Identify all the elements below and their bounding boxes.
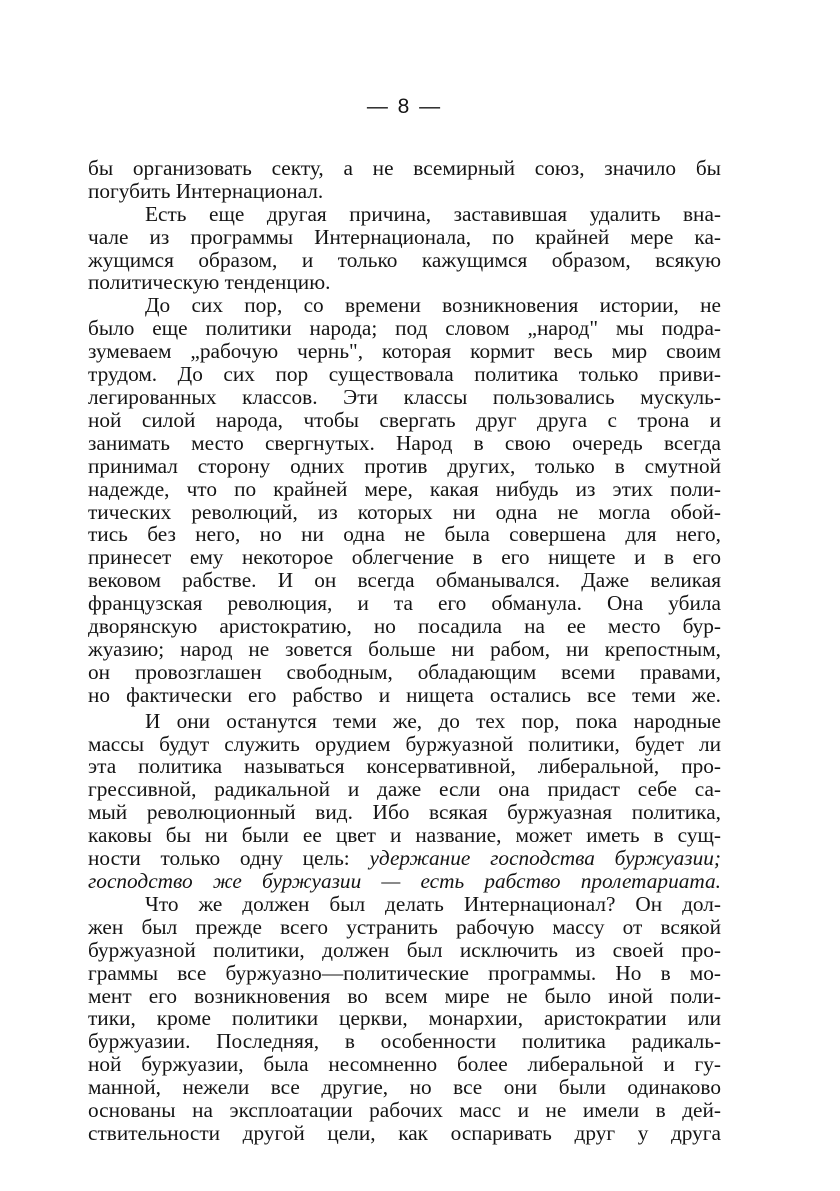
italic-text-line: господство же буржуазии — есть рабство пролетариата. xyxy=(88,869,721,893)
text-line: надежде, что по крайней мере, какая нибудь из этих поли- xyxy=(88,476,721,501)
text-line: грессивной, радикальной и даже если она придаст себе са- xyxy=(88,777,721,802)
text-line: жущимся образом, и только кажущимся образом, всякую xyxy=(88,247,721,272)
text-line: манной, нежели все другие, но все они были одинаково xyxy=(88,1075,721,1100)
text-line: зумеваем „рабочую чернь", которая кормит весь мир своим xyxy=(88,339,721,364)
text-line: принесет ему некоторое облегчение в его нищете и в его xyxy=(88,545,721,570)
text-line: жен был прежде всего устранить рабочую массу от всякой xyxy=(88,914,721,939)
text-line: тись без него, но ни одна не была совершена для него, xyxy=(88,522,721,547)
text-line: бы организовать секту, а не всемирный союз, значило бы xyxy=(88,155,721,180)
paragraph-4 xyxy=(88,710,721,893)
text-line: ной буржуазии, была несомненно более либеральной и гу- xyxy=(88,1052,721,1077)
text-line: занимать место свергнутых. Народ в свою очередь всегда xyxy=(88,430,721,455)
text-line: эта политика называться консервативной, либеральной, про- xyxy=(88,754,721,779)
text-line: Что же должен был делать Интернационал? Он дол- xyxy=(145,891,721,916)
text-line: буржуазии. Последняя, в особенности политика радикаль- xyxy=(88,1029,721,1054)
text-line: французская революция, и та его обманула. Она убила xyxy=(88,591,721,616)
text-line: До сих пор, со времени возникновения истории, не xyxy=(145,293,721,318)
text-line: каковы бы ни были ее цвет и название, может иметь в сущ- xyxy=(88,823,721,848)
paragraph-3 xyxy=(88,294,721,706)
text-line: Есть еще другая причина, заставившая удалить вна- xyxy=(145,201,721,226)
text-line: мент его возникновения во всем мире не было иной поли- xyxy=(88,983,721,1008)
text-line: погубить Интернационал. xyxy=(88,178,324,203)
page-number: — 8 — xyxy=(366,95,443,118)
text-line: массы будут служить орудием буржуазной политики, будет ли xyxy=(88,731,721,756)
text-line: тических революций, из которых ни одна не могла обой- xyxy=(88,499,721,524)
text-line: политическую тенденцию. xyxy=(88,270,331,295)
text-line: было еще политики народа; под словом „народ" мы подра- xyxy=(88,316,721,341)
text-line: ной силой народа, чтобы свергать друг друга с трона и xyxy=(88,407,721,432)
text-line: буржуазной политики, должен был исключить из своей про- xyxy=(88,937,721,962)
text-line: И они останутся теми же, до тех пор, пока народные xyxy=(145,708,721,733)
text-line: мый революционный вид. Ибо всякая буржуазная политика, xyxy=(88,800,721,825)
text-line: граммы все буржуазно—политические программы. Но в мо- xyxy=(88,960,721,985)
text-line: принимал сторону одних против других, только в смутной xyxy=(88,453,721,478)
text-line: вековом рабстве. И он всегда обманывался. Даже великая xyxy=(88,568,721,593)
paragraph-1 xyxy=(88,157,721,203)
mixed-text-line xyxy=(88,847,721,870)
book-page xyxy=(88,96,721,1145)
paragraph-2 xyxy=(88,203,721,295)
text-line: но фактически его рабство и нищета остались все теми же. xyxy=(88,682,721,707)
text-line: он провозглашен свободным, обладающим всеми правами, xyxy=(88,659,721,684)
text-line: легированных классов. Эти классы пользовались мускуль- xyxy=(88,384,721,409)
text-line: жуазию; народ не зовется больше ни рабом, ни крепостным, xyxy=(88,636,721,661)
text-line: тики, кроме политики церкви, монархии, аристократии или xyxy=(88,1006,721,1031)
text-line: основаны на эксплоатации рабочих масс и не имели в дей- xyxy=(88,1098,721,1123)
text-run: ности только одну цель: xyxy=(88,846,350,871)
text-line: чале из программы Интернационала, по крайней мере ка- xyxy=(88,224,721,249)
italic-text-run: удержание господства буржуазии; xyxy=(369,846,722,871)
paragraph-5 xyxy=(88,893,721,1145)
text-line: дворянскую аристократию, но посадила на ее место бур- xyxy=(88,614,721,639)
text-line: трудом. До сих пор существовала политика только приви- xyxy=(88,362,721,387)
text-line: ствительности другой цели, как оспаривать друг у друга xyxy=(88,1120,721,1145)
